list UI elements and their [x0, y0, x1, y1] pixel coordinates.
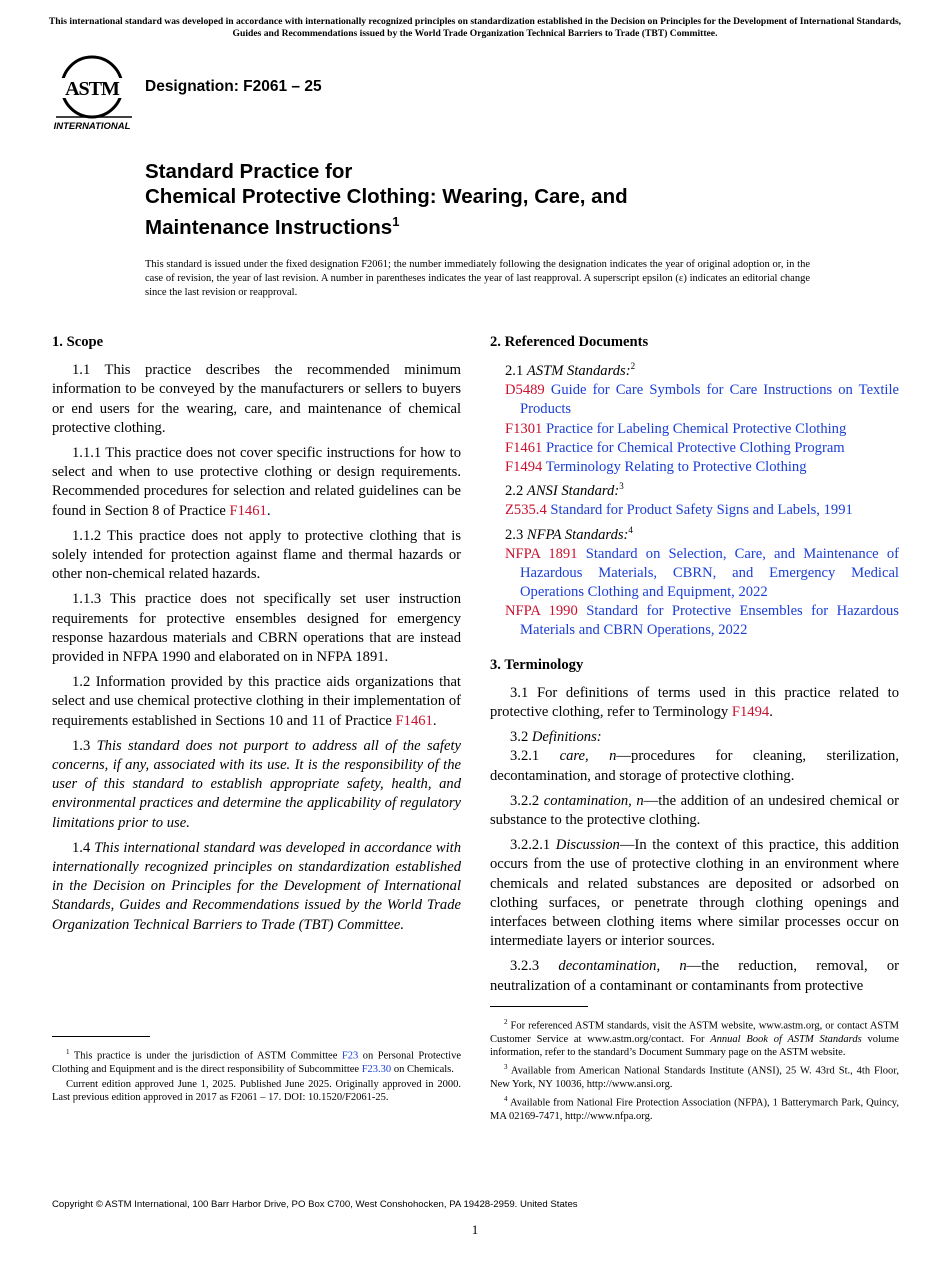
para-3-1: 3.1 For definitions of terms used in this practice related to protective clothing, refer to Terminology F1494. — [490, 684, 899, 721]
footnote-1-mark: 1 — [66, 1048, 70, 1056]
ansi-reference-list — [490, 501, 899, 520]
sub-num: 2.2 — [505, 483, 524, 500]
footnote-3-text: Available from American National Standards Institute (ANSI), 25 W. 43rd St., 4th Floor, New York, NY 10036, http://www.ansi.org. — [490, 1065, 899, 1091]
right-column — [490, 333, 899, 1002]
link-f1461[interactable]: F1461 — [395, 712, 433, 729]
ansi-standard-subheading — [490, 477, 899, 501]
reference-title-link[interactable]: Standard for Protective Ensembles for Hazardous Materials and CBRN Operations, 2022 — [520, 603, 899, 639]
link-f23[interactable]: F23 — [341, 1050, 359, 1062]
para-1-4-num: 1.4 — [72, 839, 95, 856]
references-heading: 2. Referenced Documents — [490, 334, 649, 350]
footnote-1-text-c: on Chemicals. — [391, 1063, 454, 1075]
para-3-2-1-num: 3.2.1 — [510, 748, 560, 765]
para-3-2-3-num: 3.2.3 — [510, 958, 559, 975]
term-care: care, n — [559, 748, 617, 765]
para-3-2-2-num: 3.2.2 — [510, 792, 544, 809]
para-3-2-3-text: —the reduction, removal, or neutralization of a contaminant or contaminants from protective — [490, 958, 900, 994]
footnote-2-text-b: volume information, refer to the standard’s Document Summary page on the ASTM website. — [490, 1033, 899, 1059]
reference-code-link[interactable]: F1494 — [505, 459, 543, 476]
reference-title-link[interactable]: Practice for Chemical Protective Clothing Program — [545, 439, 845, 456]
sub-num: 2.1 — [505, 363, 524, 380]
term-decontamination: decontamination, n — [558, 958, 687, 975]
para-3-2 — [490, 728, 899, 747]
footnote-1 — [52, 1046, 461, 1076]
nfpa-reference-list — [490, 545, 899, 641]
reference-title-link[interactable]: Standard for Product Safety Signs and Labels, 1991 — [550, 502, 853, 519]
sub-title: NFPA Standards: — [526, 526, 629, 543]
term-discussion: Discussion — [555, 837, 620, 854]
para-1-3-text: This standard does not purport to address all of the safety concerns, if any, associated with its use. It is the responsibility of the user of this standard to establish appropriate safety, health, and environmental practices and determine the applicability of regulatory limitations prior to use. — [52, 737, 461, 831]
footnote-3-mark: 3 — [504, 1063, 508, 1072]
document-title — [145, 159, 845, 240]
current-edition: Current edition approved June 1, 2025. Published June 2025. Originally approved in 2000. Last previous edition approved in 2017 as F2061 – 17. DOI: 10.1520/F2061-25. — [52, 1079, 461, 1104]
issue-note: This standard is issued under the fixed designation F2061; the number immediately following the designation indicates the year of original adoption or, in the case of revision, the year of last revision. A number in parentheses indicates the year of last reapproval. A superscript epsilon (ε) indicates an editorial change since the last revision or reapproval. — [145, 259, 810, 298]
designation: Designation: F2061 – 25 — [145, 78, 322, 95]
sub-mark: 3 — [619, 481, 624, 492]
reference-item — [490, 420, 899, 439]
para-3-1-text: 3.1 For definitions of terms used in this practice related to protective clothing, refer to Terminology — [490, 684, 899, 721]
footnote-4-text: Available from National Fire Protection Association (NFPA), 1 Batterymarch Park, Quincy, MA 02169-7471, http://www.nfpa.org. — [490, 1097, 899, 1123]
reference-item — [490, 501, 899, 520]
sub-mark: 2 — [630, 361, 636, 372]
reference-code-link[interactable]: Z535.4 — [505, 502, 547, 519]
footnote-2-text-a: For referenced ASTM standards, visit the ASTM website, www.astm.org, or contact ASTM Customer Service at www.astm.org/contact. For — [490, 1020, 899, 1045]
copyright: Copyright © ASTM International, 100 Barr Harbor Drive, PO Box C700, West Conshohocken, PA 19428-2959. United States — [52, 1199, 578, 1210]
astm-reference-list — [490, 381, 899, 477]
link-f1461[interactable]: F1461 — [229, 502, 267, 519]
para-3-2-2 — [490, 792, 899, 830]
page-number: 1 — [471, 1222, 479, 1237]
footnotes-left — [52, 1046, 461, 1107]
link-f1494[interactable]: F1494 — [731, 704, 770, 721]
para-3-2-1-text: —procedures for cleaning, sterilization, decontamination, and storage of protective clothing. — [490, 748, 899, 784]
terminology-heading: 3. Terminology — [490, 656, 584, 673]
para-3-2-num: 3.2 — [510, 729, 532, 746]
para-1-3 — [52, 737, 461, 833]
svg-text:ASTM: ASTM — [65, 78, 119, 100]
reference-title-link[interactable]: Guide for Care Symbols for Care Instructions on Textile Products — [520, 382, 899, 418]
para-3-2-2-1 — [490, 836, 899, 951]
para-1-4 — [52, 839, 461, 935]
reference-item — [490, 439, 899, 458]
sub-mark: 4 — [628, 524, 633, 535]
para-1-1-1-text: 1.1.1 This practice does not cover specific instructions for how to select and when to use protective clothing or design requirements. Recommended procedures for selection and related guidelines can be found in Section 8 of Practice — [52, 445, 461, 519]
para-3-2-2-1-num: 3.2.2.1 — [510, 837, 556, 854]
reference-title-link[interactable]: Terminology Relating to Protective Clothing — [545, 459, 807, 476]
title-line-1: Standard Practice for — [145, 160, 353, 183]
sub-title: ANSI Standard: — [526, 483, 620, 500]
para-1-1-1: 1.1.1 This practice does not cover specific instructions for how to select and when to use protective clothing or design requirements. Recommended procedures for selection and related guidelines can be found in Section 8 of Practice F1461. — [52, 445, 461, 519]
reference-code-link[interactable]: NFPA 1891 — [505, 545, 578, 562]
reference-item — [490, 458, 899, 477]
footnote-2 — [490, 1016, 899, 1059]
reference-title-link[interactable]: Practice for Labeling Chemical Protective Clothing — [545, 420, 847, 437]
reference-code-link[interactable]: NFPA 1990 — [505, 603, 578, 620]
footnote-2-italic: Annual Book of ASTM Standards — [710, 1033, 862, 1045]
reference-item — [490, 545, 899, 603]
para-3-2-2-1-text: —In the context of this practice, this addition occurs from the use of protective clothing in an environment where chemicals and related substances are deposited or adsorbed on clothing surfaces, or penetrate through clothing openings and interfaces between clothing items where similar processes occur on intermediate layers or interior sources. — [490, 837, 899, 950]
reference-item — [490, 602, 899, 640]
para-1-2: 1.2 Information provided by this practice aids organizations that select and use chemical protective clothing in their implementation of requirements established in Sections 10 and 11 of Practice F1461. — [52, 674, 461, 729]
reference-item — [490, 381, 899, 419]
reference-code-link[interactable]: F1301 — [505, 420, 543, 437]
footnote-4 — [490, 1093, 899, 1123]
reference-title-link[interactable]: Standard on Selection, Care, and Maintenance of Hazardous Materials, CBRN, and Emergency Medical Operations Clothing and Equipment, 2022 — [520, 545, 899, 601]
sub-title: ASTM Standards: — [526, 363, 631, 380]
footnote-1-text-b: on Personal Protective Clothing and Equipment and is the direct responsibility of Subcommittee — [52, 1050, 461, 1075]
title-footnote-mark: 1 — [392, 214, 400, 229]
para-1-2-text: 1.2 Information provided by this practice aids organizations that select and use chemical protective clothing in their implementation of requirements established in Sections 10 and 11 of Practice — [52, 674, 461, 729]
reference-code-link[interactable]: F1461 — [505, 439, 543, 456]
link-f23-30[interactable]: F23.30 — [361, 1063, 392, 1075]
footnote-2-mark: 2 — [504, 1018, 508, 1026]
para-1-1: 1.1 This practice describes the recommended minimum information to be conveyed by the manufacturers or sellers to buyers or end users for the wearing, care, and maintenance of chemical protective clothing. — [52, 362, 461, 436]
left-column — [52, 333, 461, 941]
para-3-2-3 — [490, 957, 899, 995]
nfpa-standards-subheading — [490, 521, 899, 545]
reference-code-link[interactable]: D5489 — [505, 382, 545, 399]
footnote-rule-left — [52, 1036, 150, 1037]
astm-standards-subheading — [490, 357, 899, 381]
title-line-3: Maintenance Instructions — [145, 215, 393, 239]
footnote-4-mark: 4 — [504, 1095, 508, 1104]
footnote-3 — [490, 1061, 899, 1091]
term-contamination: contamination, n — [543, 792, 644, 809]
title-line-2: Chemical Protective Clothing: Wearing, Care, and — [145, 185, 628, 208]
footnote-rule-right — [490, 1006, 588, 1007]
para-1-1-3: 1.1.3 This practice does not specifically set user instruction requirements for protective ensembles designed for emergency response hazardous materials and CBRN operations that are instead provided in NFPA 1990 and elaborated on in NFPA 1891. — [52, 591, 461, 666]
para-3-2-text: Definitions: — [531, 729, 602, 746]
scope-heading: 1. Scope — [52, 334, 104, 350]
sub-num: 2.3 — [505, 526, 524, 543]
para-1-1-2: 1.1.2 This practice does not apply to protective clothing that is solely intended for protection against flame and thermal hazards or other non-chemical related hazards. — [52, 527, 461, 583]
para-3-2-1 — [490, 747, 899, 785]
para-3-2-2-text: —the addition of an undesired chemical or substance to the protective clothing. — [490, 792, 899, 829]
footnote-1-text-a: This practice is under the jurisdiction of ASTM Committee — [73, 1050, 342, 1062]
footnotes-right — [490, 1016, 899, 1126]
astm-logo-graphic — [52, 55, 136, 133]
trade-banner: This international standard was developed in accordance with internationally recognized principles on standardization established in the Decision on Principles for the Development of International Standards, Guides and Recommendations issued by the World Trade Organization Technical Barriers to Trade (TBT) Committee. — [48, 16, 902, 39]
svg-text:INTERNATIONAL: INTERNATIONAL — [53, 121, 131, 132]
astm-logo — [52, 55, 136, 133]
para-1-3-num: 1.3 — [72, 737, 97, 754]
para-1-4-text: This international standard was developed in accordance with internationally recognized principles on standardization established in the Decision on Principles for the Development of International Standards, Guides and Recommendations issued by the World Trade Organization Technical Barriers to Trade (TBT) Committee. — [52, 839, 462, 933]
